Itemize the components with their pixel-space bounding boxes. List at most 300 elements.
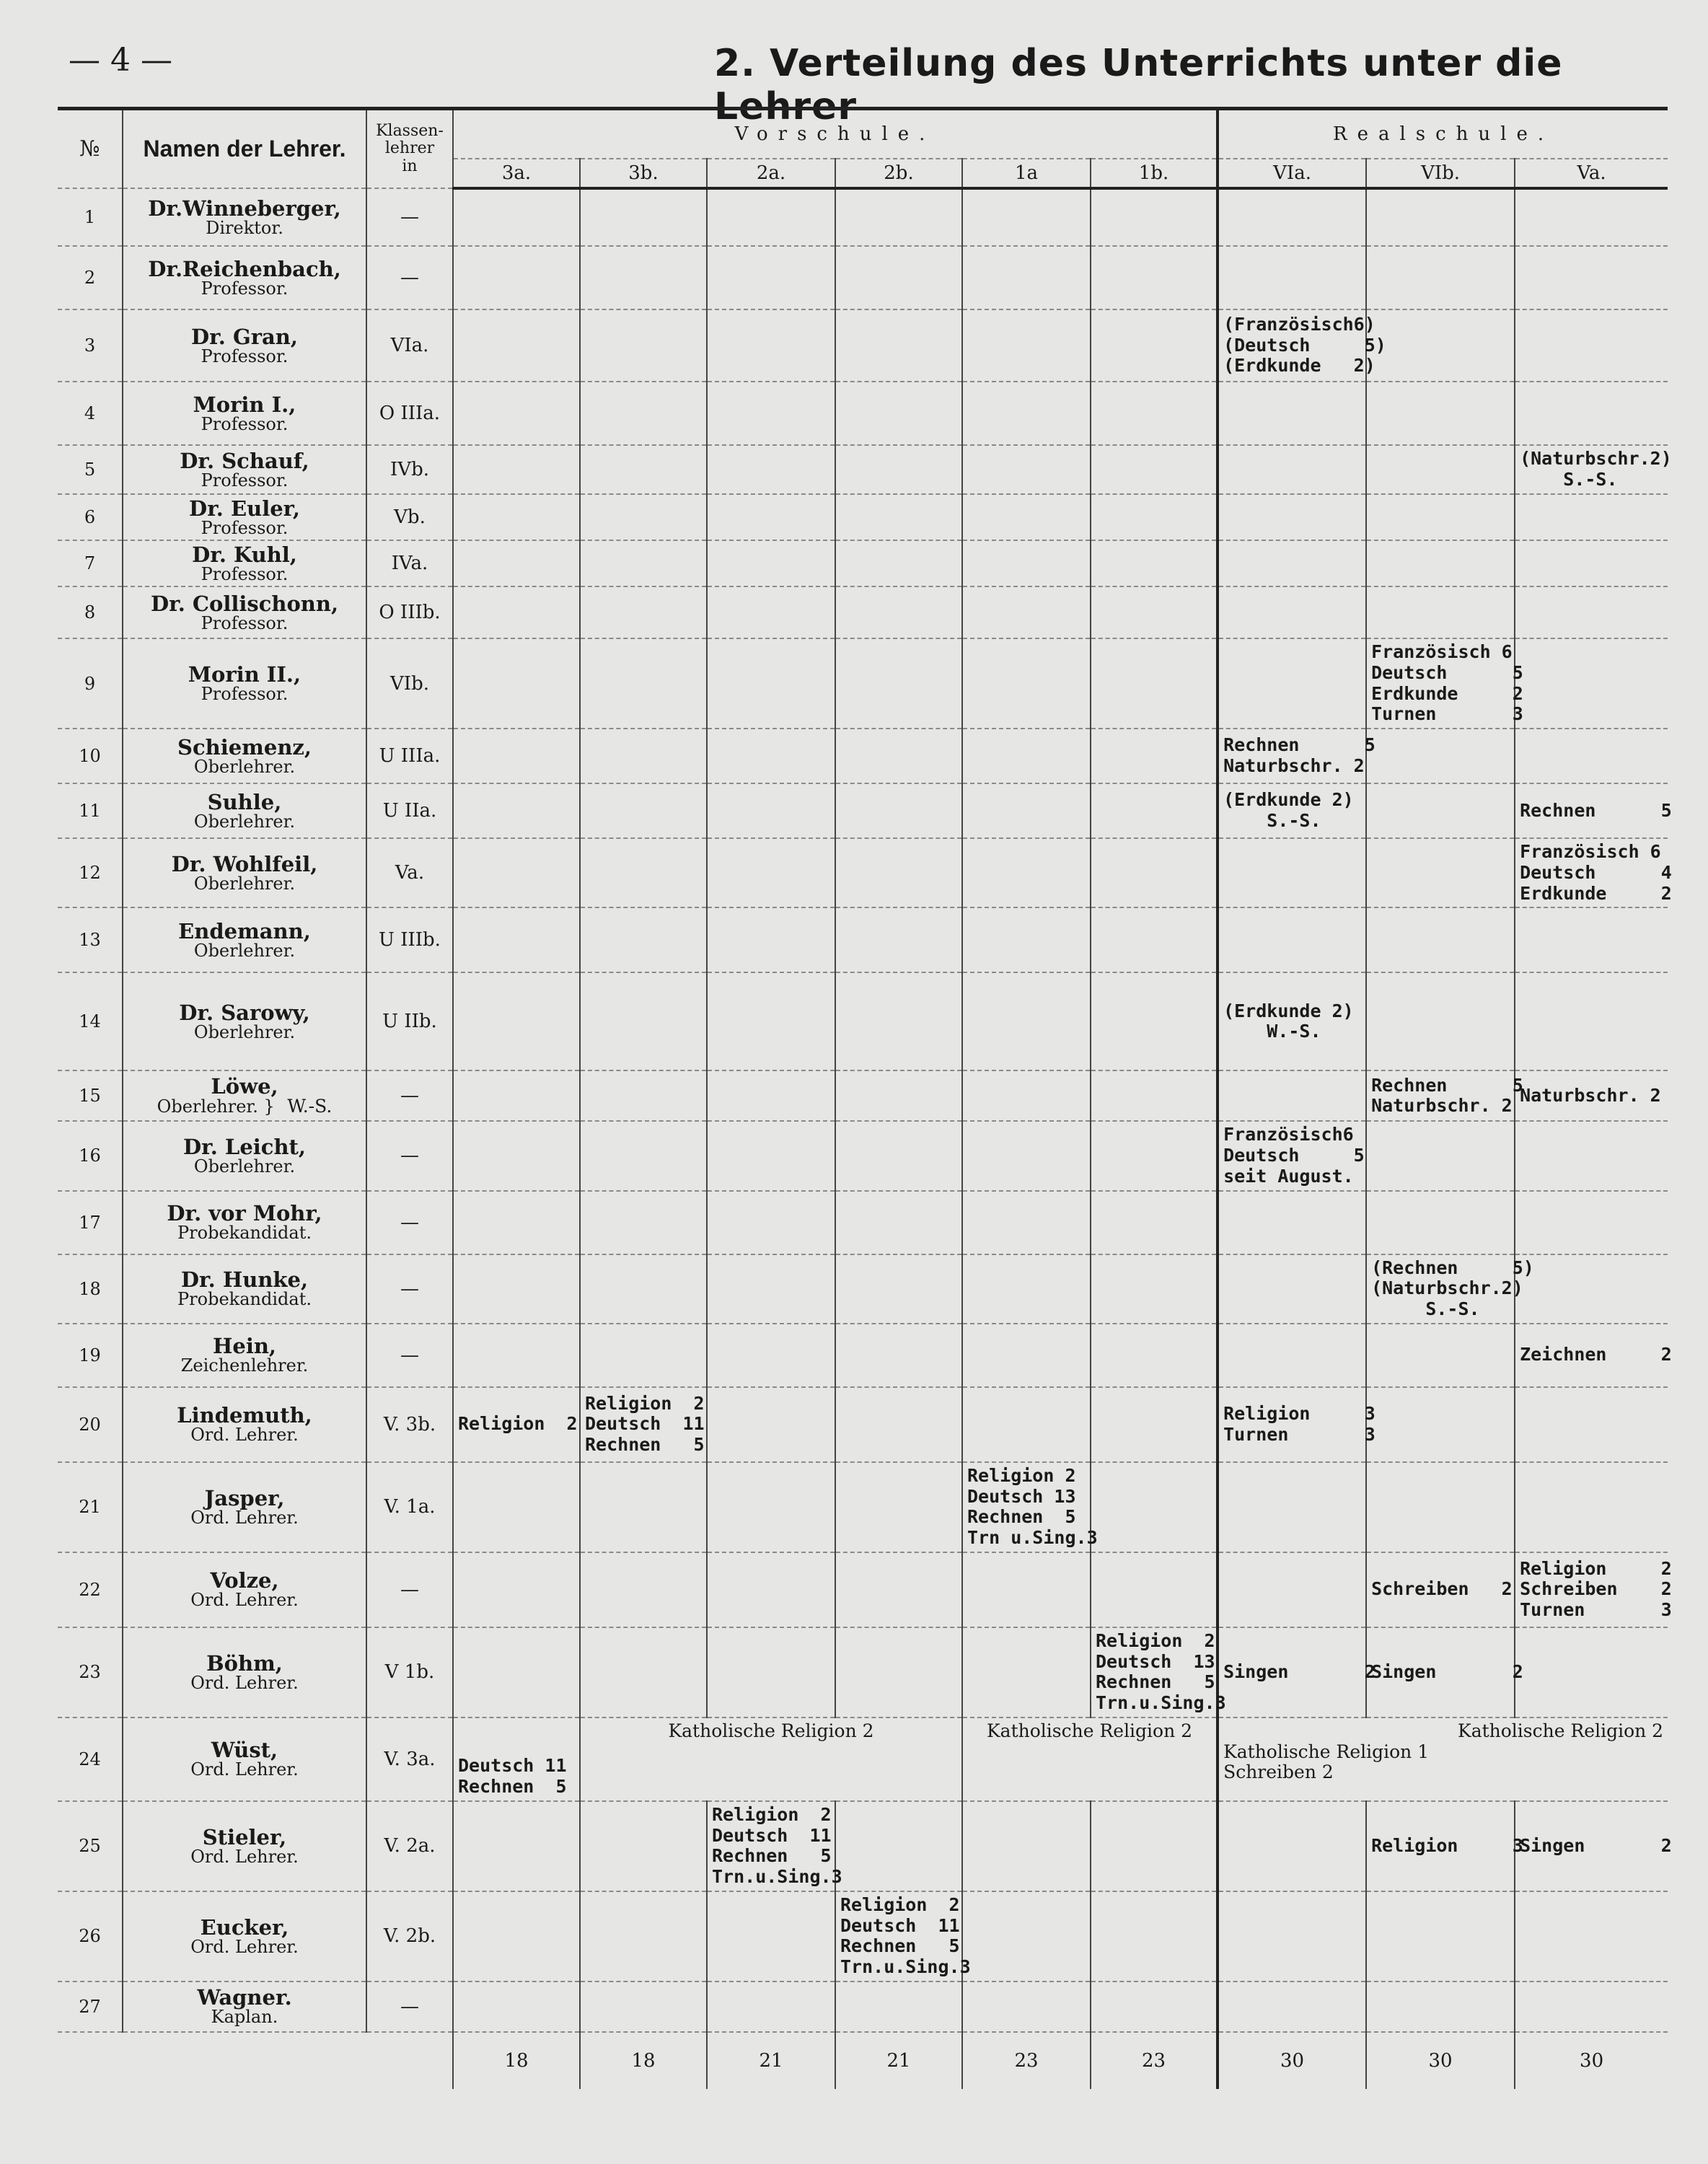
lesson-cell: [707, 246, 835, 309]
klassenlehrer-cell: U IIIb.: [366, 907, 453, 972]
lesson-cell: [962, 1891, 1091, 1982]
lesson-cell: [707, 1254, 835, 1324]
lesson-cell: [1515, 309, 1668, 382]
lesson-cell: Französisch6 Deutsch 5 seit August.: [1218, 1121, 1366, 1190]
table-row: [58, 494, 1668, 540]
klassenlehrer-cell: —: [366, 188, 453, 246]
lesson-cell: [835, 907, 962, 972]
lesson-cell: [1366, 586, 1515, 638]
lesson-cell: [1515, 382, 1668, 445]
teacher-name-cell: [123, 188, 366, 246]
lesson-cell: [453, 1801, 580, 1891]
lesson-cell: [962, 188, 1091, 246]
lesson-cell: [707, 1324, 835, 1387]
column-header: 2a.: [707, 159, 835, 188]
catholic-religion-sub: Katholische Religion 1 Schreiben 2: [1223, 1741, 1430, 1783]
row-number: 17: [58, 1191, 123, 1254]
lesson-cell: [453, 907, 580, 972]
total-hours: 30: [1366, 2032, 1515, 2089]
lesson-cell: [453, 1191, 580, 1254]
lesson-cell: [1515, 1387, 1668, 1462]
totals-label-cell: [58, 2032, 453, 2089]
teacher-title: Ord. Lehrer.: [190, 1672, 299, 1693]
table-row: [58, 540, 1668, 586]
teacher-name-cell: [123, 1891, 366, 1982]
lesson-cell: [962, 309, 1091, 382]
lesson-cell: [1515, 494, 1668, 540]
teacher-title: Professor.: [201, 563, 289, 584]
header-name: Namen der Lehrer.: [123, 109, 366, 189]
table-row: [58, 1254, 1668, 1324]
lesson-cell: Religion 2: [453, 1387, 580, 1462]
teacher-name: Stieler,: [202, 1824, 287, 1849]
teacher-name-cell: [123, 1627, 366, 1717]
lesson-cell: [962, 1191, 1091, 1254]
row-number: 2: [58, 246, 123, 309]
lesson-cell: [1515, 972, 1668, 1070]
lesson-cell: Französisch 6 Deutsch 4 Erdkunde 2: [1515, 838, 1668, 907]
lesson-cell: [580, 907, 707, 972]
lesson-cell: [1218, 445, 1366, 494]
header-klassenlehrer: Klassen- lehrer in: [366, 109, 453, 189]
lesson-cell: [1366, 1891, 1515, 1982]
lesson-cell: [1218, 382, 1366, 445]
lesson-cell: [707, 494, 835, 540]
lesson-cell: [835, 972, 962, 1070]
table-row: [58, 907, 1668, 972]
row-number: 15: [58, 1070, 123, 1121]
table-row: [58, 309, 1668, 382]
lesson-cell: [1091, 638, 1218, 729]
lesson-cell: [453, 445, 580, 494]
lesson-cell: [580, 540, 707, 586]
distribution-table: [58, 107, 1672, 2089]
lesson-cell: [835, 1254, 962, 1324]
page-title: 2. Verteilung des Unterrichts unter die Lehrer: [714, 42, 1563, 128]
lesson-cell: [1366, 1324, 1515, 1387]
table-row: [58, 1121, 1668, 1190]
table-row: [58, 638, 1668, 729]
teacher-name: Dr. Schauf,: [180, 448, 309, 473]
row-number: 7: [58, 540, 123, 586]
lesson-cell: [1218, 586, 1366, 638]
lesson-cell: Singen 2: [1218, 1627, 1366, 1717]
lesson-cell: [707, 309, 835, 382]
lesson-cell: [1218, 1070, 1366, 1121]
teacher-title: Ord. Lehrer.: [190, 1936, 299, 1957]
row-number: 24: [58, 1717, 123, 1801]
lesson-cell: [453, 1982, 580, 2032]
teacher-title: Oberlehrer.: [193, 1021, 296, 1042]
lesson-cell: Singen 2: [1515, 1801, 1668, 1891]
lesson-cell: [580, 783, 707, 838]
catholic-religion-span: Katholische Religion 2: [1458, 1720, 1664, 1741]
lesson-cell: [580, 1627, 707, 1717]
lesson-cell: [453, 494, 580, 540]
teacher-name-cell: [123, 907, 366, 972]
teacher-name: Suhle,: [207, 789, 282, 814]
teacher-name: Dr. Hunke,: [180, 1267, 309, 1293]
lesson-cell: [1218, 246, 1366, 309]
klassenlehrer-cell: U IIa.: [366, 783, 453, 838]
lesson-cell: [453, 972, 580, 1070]
table-row: [58, 1070, 1668, 1121]
lesson-cell: [835, 729, 962, 783]
lesson-cell: Rechnen 5 Naturbschr. 2: [1218, 729, 1366, 783]
lesson-cell: [580, 382, 707, 445]
lesson-cell: [1515, 1462, 1668, 1552]
lesson-cell: [1366, 972, 1515, 1070]
table-row: [58, 1982, 1668, 2032]
teacher-title: Oberlehrer.: [193, 873, 296, 894]
lesson-cell: [1091, 540, 1218, 586]
teacher-name-cell: [123, 1717, 366, 1801]
lesson-cell: [1091, 1254, 1218, 1324]
lesson-cell: [1218, 540, 1366, 586]
column-header: VIa.: [1218, 159, 1366, 188]
lesson-cell: [835, 540, 962, 586]
lesson-cell: [1218, 1191, 1366, 1254]
lesson-cell: (Naturbschr.2) S.-S.: [1515, 445, 1668, 494]
lesson-cell: [580, 1982, 707, 2032]
klassenlehrer-cell: —: [366, 1552, 453, 1627]
total-hours: 21: [835, 2032, 962, 2089]
lesson-cell: [835, 1462, 962, 1552]
teacher-name-cell: [123, 638, 366, 729]
header-no: №: [58, 109, 123, 189]
table-row: [58, 729, 1668, 783]
teacher-title: Ord. Lehrer.: [190, 1507, 299, 1528]
teacher-name: Morin II.,: [188, 662, 301, 687]
table-row: [58, 1552, 1668, 1627]
klassenlehrer-cell: IVb.: [366, 445, 453, 494]
lesson-cell: [835, 494, 962, 540]
lesson-cell: (Rechnen 5) (Naturbschr.2) S.-S.: [1366, 1254, 1515, 1324]
lesson-cell: [962, 540, 1091, 586]
lesson-cell: [580, 638, 707, 729]
klassenlehrer-cell: —: [366, 1191, 453, 1254]
klassenlehrer-cell: Vb.: [366, 494, 453, 540]
lesson-cell: [580, 246, 707, 309]
row-number: 26: [58, 1891, 123, 1982]
lesson-cell: [453, 586, 580, 638]
table-row: [58, 1191, 1668, 1254]
table-row: [58, 188, 1668, 246]
teacher-name-cell: [123, 1191, 366, 1254]
table-row: [58, 246, 1668, 309]
lesson-cell: [1366, 1191, 1515, 1254]
table-row: [58, 445, 1668, 494]
row-number: 16: [58, 1121, 123, 1190]
teacher-name-cell: [123, 1801, 366, 1891]
klassenlehrer-cell: —: [366, 1121, 453, 1190]
teacher-name-cell: [123, 1070, 366, 1121]
lesson-cell: [707, 1891, 835, 1982]
lesson-cell: [1091, 783, 1218, 838]
lesson-cell: [580, 838, 707, 907]
table-row: [58, 972, 1668, 1070]
lesson-cell: [580, 729, 707, 783]
lesson-cell: [1515, 586, 1668, 638]
row-number: 21: [58, 1462, 123, 1552]
table-row: [58, 1462, 1668, 1552]
lesson-cell: [1515, 907, 1668, 972]
lesson-cell: [835, 1627, 962, 1717]
teacher-title: Ord. Lehrer.: [190, 1759, 299, 1780]
teacher-title: Professor.: [201, 278, 289, 299]
total-hours: 18: [453, 2032, 580, 2089]
lesson-cell: (Erdkunde 2) S.-S.: [1218, 783, 1366, 838]
row-number: 6: [58, 494, 123, 540]
lesson-cell: [580, 494, 707, 540]
lesson-cell: [580, 1891, 707, 1982]
lesson-cell: [962, 1070, 1091, 1121]
teacher-name-cell: [123, 1552, 366, 1627]
lesson-cell: [707, 1191, 835, 1254]
teacher-name-cell: [123, 246, 366, 309]
row-number: 9: [58, 638, 123, 729]
lesson-cell: [1218, 1254, 1366, 1324]
lesson-cell: [1366, 907, 1515, 972]
lesson-cell: [835, 309, 962, 382]
lesson-cell: [962, 246, 1091, 309]
lesson-cell: [1366, 1982, 1515, 2032]
catholic-religion-span: Katholische Religion 2: [962, 1717, 1218, 1801]
lesson-cell: [835, 1387, 962, 1462]
total-hours: 23: [1091, 2032, 1218, 2089]
teacher-name: Dr. Collischonn,: [150, 591, 339, 616]
teacher-name-cell: [123, 586, 366, 638]
lesson-cell: [962, 783, 1091, 838]
teacher-name: Morin I.,: [193, 392, 296, 417]
table-row: [58, 783, 1668, 838]
teacher-name-cell: [123, 1387, 366, 1462]
lesson-cell: [580, 445, 707, 494]
lesson-cell: [1366, 188, 1515, 246]
row-number: 18: [58, 1254, 123, 1324]
lesson-cell: [1091, 586, 1218, 638]
lesson-cell: [1366, 838, 1515, 907]
teacher-name: Dr. vor Mohr,: [167, 1201, 322, 1226]
lesson-cell: [962, 1552, 1091, 1627]
lesson-cell: [1091, 1387, 1218, 1462]
klassenlehrer-cell: VIb.: [366, 638, 453, 729]
lesson-cell: [453, 729, 580, 783]
column-header: 3a.: [453, 159, 580, 188]
lesson-cell: [580, 586, 707, 638]
lesson-cell: [835, 382, 962, 445]
teacher-title: Ord. Lehrer.: [190, 1425, 299, 1446]
lesson-cell: [580, 1801, 707, 1891]
lesson-cell: Singen 2: [1366, 1627, 1515, 1717]
row-number: 1: [58, 188, 123, 246]
lesson-cell: [1091, 1121, 1218, 1190]
lesson-cell: [1091, 445, 1218, 494]
table-row: [58, 1324, 1668, 1387]
teacher-title: Oberlehrer. } W.-S.: [157, 1096, 333, 1117]
klassenlehrer-cell: —: [366, 1254, 453, 1324]
klassenlehrer-cell: O IIIb.: [366, 586, 453, 638]
teacher-name: Dr. Euler,: [189, 496, 300, 521]
lesson-cell: [707, 638, 835, 729]
row-number: 5: [58, 445, 123, 494]
lesson-cell: [962, 586, 1091, 638]
klassenlehrer-cell: O IIIa.: [366, 382, 453, 445]
teacher-title: Oberlehrer.: [193, 1156, 296, 1176]
klassenlehrer-cell: U IIIa.: [366, 729, 453, 783]
teacher-name-cell: [123, 1324, 366, 1387]
header-vorschule: Vorschule.: [453, 109, 1218, 159]
lesson-cell: [1218, 1552, 1366, 1627]
lesson-cell: [1366, 783, 1515, 838]
klassenlehrer-cell: V. 3a.: [366, 1717, 453, 1801]
lesson-cell: [962, 972, 1091, 1070]
teacher-title: Ord. Lehrer.: [190, 1846, 299, 1867]
table-body: [58, 188, 1672, 2089]
teacher-title: Professor.: [201, 612, 289, 633]
klassenlehrer-cell: —: [366, 1324, 453, 1387]
teacher-name-cell: [123, 972, 366, 1070]
lesson-cell: [707, 1121, 835, 1190]
lesson-cell: [1091, 972, 1218, 1070]
lesson-cell: [707, 586, 835, 638]
row-number: 10: [58, 729, 123, 783]
lesson-cell: [580, 1121, 707, 1190]
lesson-cell: [580, 1191, 707, 1254]
catholic-religion-span-realschule: [1218, 1717, 1668, 1801]
table-row: [58, 838, 1668, 907]
lesson-cell: [835, 1801, 962, 1891]
teacher-name-cell: [123, 1462, 366, 1552]
teacher-title: Professor.: [201, 684, 289, 704]
lesson-cell: [1366, 494, 1515, 540]
teacher-name-cell: [123, 382, 366, 445]
lesson-cell: [1218, 1324, 1366, 1387]
lesson-cell: [1091, 907, 1218, 972]
lesson-cell: [962, 382, 1091, 445]
teacher-name: Böhm,: [206, 1650, 283, 1676]
klassenlehrer-cell: U IIb.: [366, 972, 453, 1070]
teacher-name: Volze,: [210, 1568, 279, 1593]
table-row: [58, 1627, 1668, 1717]
total-hours: 23: [962, 2032, 1091, 2089]
teacher-title: Professor.: [201, 517, 289, 538]
lesson-cell: Rechnen 5 Naturbschr. 2: [1366, 1070, 1515, 1121]
lesson-cell: [580, 1324, 707, 1387]
header-realschule: Realschule.: [1218, 109, 1668, 159]
lesson-cell: [1366, 540, 1515, 586]
lesson-cell: [707, 783, 835, 838]
klassenlehrer-cell: —: [366, 1982, 453, 2032]
klassenlehrer-cell: —: [366, 246, 453, 309]
lesson-cell: [1218, 907, 1366, 972]
lesson-cell: [1091, 729, 1218, 783]
lesson-cell: [1091, 1891, 1218, 1982]
teacher-name-cell: [123, 494, 366, 540]
lesson-cell: [1218, 494, 1366, 540]
lesson-cell: [1091, 1324, 1218, 1387]
teacher-title: Ord. Lehrer.: [190, 1590, 299, 1611]
teacher-title: Probekandidat.: [177, 1223, 312, 1243]
lesson-cell: [1366, 445, 1515, 494]
teacher-title: Oberlehrer.: [193, 940, 296, 961]
lesson-cell: [1091, 1552, 1218, 1627]
lesson-cell: Zeichnen 2: [1515, 1324, 1668, 1387]
lesson-cell: [1515, 1627, 1668, 1717]
row-number: 27: [58, 1982, 123, 2032]
column-header: 1b.: [1091, 159, 1218, 188]
lesson-cell: [1091, 1801, 1218, 1891]
lesson-cell: [707, 382, 835, 445]
teacher-name-cell: [123, 1121, 366, 1190]
column-header: Va.: [1515, 159, 1668, 188]
teacher-name: Dr. Gran,: [191, 324, 298, 349]
lesson-cell: [453, 783, 580, 838]
lesson-cell: [1218, 1891, 1366, 1982]
row-number: 11: [58, 783, 123, 838]
lesson-cell: [835, 1982, 962, 2032]
teacher-title: Professor.: [201, 470, 289, 491]
teacher-title: Professor.: [201, 413, 289, 434]
lesson-cell: [707, 188, 835, 246]
lesson-cell: [1515, 1982, 1668, 2032]
lesson-cell: [453, 1254, 580, 1324]
klassenlehrer-cell: V. 2b.: [366, 1891, 453, 1982]
lesson-cell: [1366, 1121, 1515, 1190]
teacher-title: Direktor.: [206, 217, 283, 238]
lesson-cell: [962, 638, 1091, 729]
lesson-cell: [1218, 188, 1366, 246]
lesson-cell: [835, 1070, 962, 1121]
lesson-cell: [835, 838, 962, 907]
lesson-cell: [835, 246, 962, 309]
lesson-cell: [962, 445, 1091, 494]
lesson-cell: [1515, 188, 1668, 246]
teacher-name-cell: [123, 540, 366, 586]
lesson-cell: [1366, 246, 1515, 309]
lesson-cell: [580, 309, 707, 382]
lesson-cell: [962, 907, 1091, 972]
lesson-cell: [1218, 1982, 1366, 2032]
teacher-name: Dr. Sarowy,: [179, 1000, 310, 1025]
lesson-cell: [453, 382, 580, 445]
teacher-name-cell: [123, 445, 366, 494]
row-number: 4: [58, 382, 123, 445]
row-number: 12: [58, 838, 123, 907]
lesson-cell: [707, 729, 835, 783]
teacher-name-cell: [123, 1982, 366, 2032]
column-header: 1a: [962, 159, 1091, 188]
lesson-cell: [1515, 246, 1668, 309]
lesson-cell: Französisch 6 Deutsch 5 Erdkunde 2 Turnen 3: [1366, 638, 1515, 729]
row-number: 25: [58, 1801, 123, 1891]
lesson-cell: [707, 1627, 835, 1717]
klassenlehrer-cell: V. 1a.: [366, 1462, 453, 1552]
lesson-cell: [580, 1552, 707, 1627]
lesson-cell: [962, 1387, 1091, 1462]
lesson-cell: [1091, 188, 1218, 246]
lesson-cell: Religion 3: [1366, 1801, 1515, 1891]
klassenlehrer-cell: V. 2a.: [366, 1801, 453, 1891]
teacher-title: Probekandidat.: [177, 1289, 312, 1310]
lesson-cell: Religion 2 Deutsch 13 Rechnen 5 Trn.u.Sing.3: [1091, 1627, 1218, 1717]
total-hours: 30: [1515, 2032, 1668, 2089]
lesson-cell: [707, 1552, 835, 1627]
lesson-cell: [707, 838, 835, 907]
lesson-cell: [1515, 1121, 1668, 1190]
lesson-cell: [962, 838, 1091, 907]
klassenlehrer-cell: V 1b.: [366, 1627, 453, 1717]
